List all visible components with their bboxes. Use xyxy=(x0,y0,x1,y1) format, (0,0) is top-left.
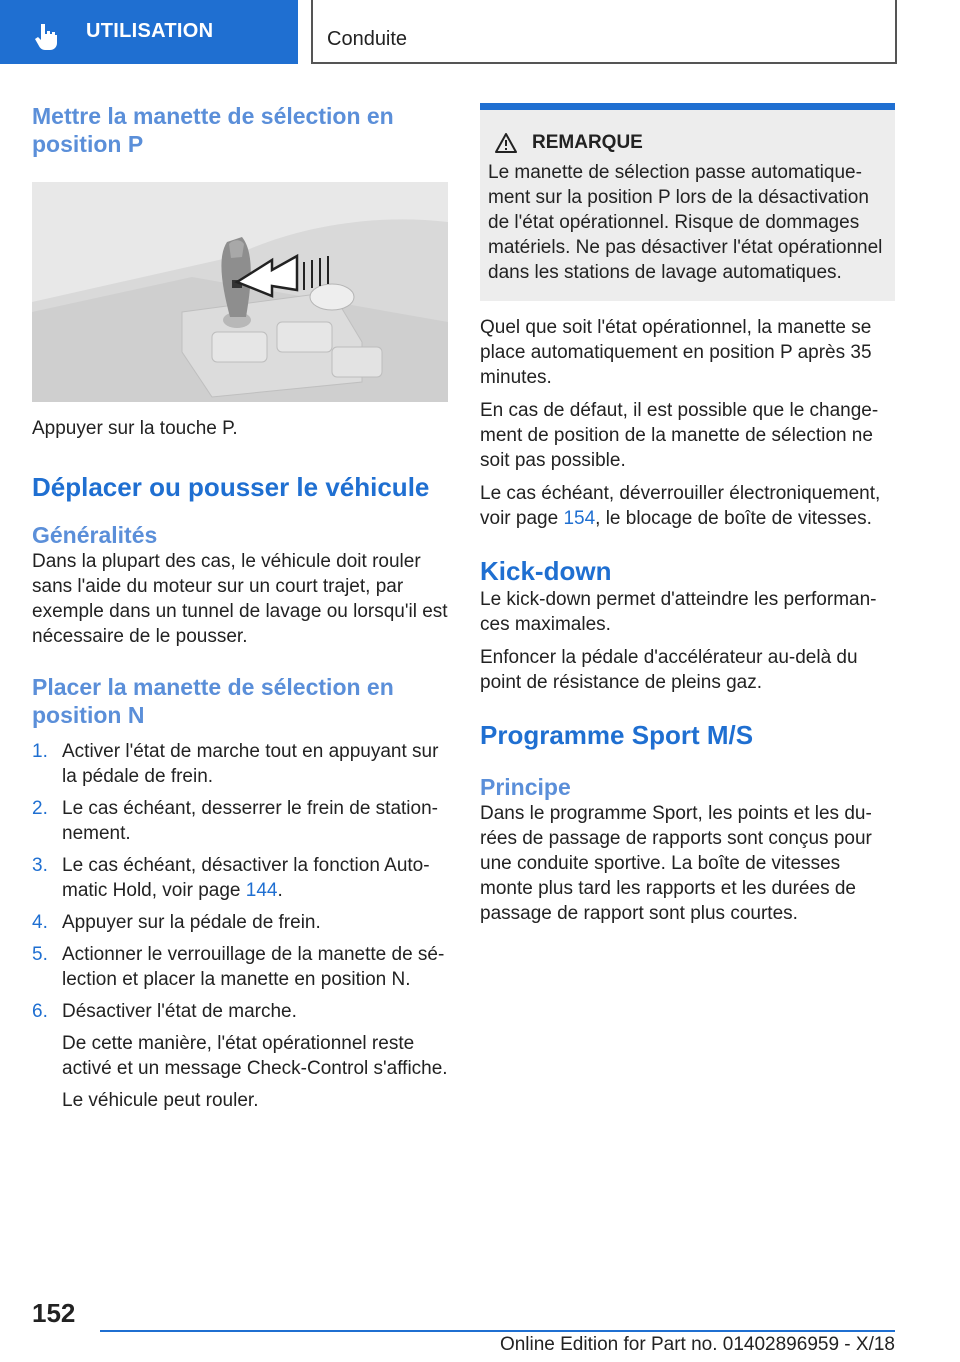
fault-text: En cas de défaut, il est possible que le changement de position de la manette de sélection ne soit pas possible. xyxy=(480,400,879,471)
list-item xyxy=(32,739,448,789)
warning-icon xyxy=(494,132,518,154)
step-text: Appuyer sur la pédale de frein. xyxy=(62,912,321,933)
step-number: 6. xyxy=(32,1001,48,1022)
page-link-154[interactable]: 154 xyxy=(563,508,596,529)
left-column xyxy=(32,100,448,1113)
step-number: 4. xyxy=(32,912,48,933)
list-item xyxy=(32,910,448,935)
general-text: Dans la plupart des cas, le véhicule doit rouler sans l'aide du moteur sur un court trajet, par exemple dans un tunnel de lavage ou lorsqu'il est nécessaire de le pousser. xyxy=(32,551,448,647)
step-text: Actionner le verrouillage de la manette de sélection et placer la manette en position N. xyxy=(62,944,445,990)
auto-p-text: Quel que soit l'état opérationnel, la manette se place automatiquement en position P après 35 minutes. xyxy=(480,317,872,388)
step-number: 1. xyxy=(32,741,48,762)
notice-box xyxy=(480,103,895,301)
heading-position-n: Placer la manette de sélection en position N xyxy=(32,674,394,728)
notice-text: Le manette de sélection passe automatiquement sur la position P lors de la désactivation de l'état opérationnel. Risque de dommages matériels. Ne pas désactiver l'état opérationnel dans les stations de lavage automatiques. xyxy=(488,162,883,283)
chapter-title: Conduite xyxy=(327,28,408,50)
unlock-text xyxy=(480,481,895,531)
principle-text: Dans le programme Sport, les points et les durées de passage de rapports sont conçus pour une conduite sportive. La boîte de vitesses monte plus tard les rapports et les durées de passage de rapport sont plus courtes. xyxy=(480,803,872,924)
heading-move-to-p: Mettre la manette de sélection en position P xyxy=(32,103,394,157)
heading-general: Généralités xyxy=(32,522,158,548)
kickdown-text-1: Le kick-down permet d'atteindre les performances maximales. xyxy=(480,589,877,635)
list-item xyxy=(32,796,448,846)
heading-sport-program: Programme Sport M/S xyxy=(480,720,754,750)
section-title: UTILISATION xyxy=(86,20,214,42)
step-text-end: . xyxy=(277,880,283,901)
heading-move-vehicle: Déplacer ou pousser le véhicule xyxy=(32,472,430,502)
unlock-text-start: Le cas échéant, déverrouiller électroniquement, voir page xyxy=(480,483,881,529)
notice-title: REMARQUE xyxy=(532,132,643,153)
heading-principle: Principe xyxy=(480,774,571,800)
step-text: Désactiver l'état de marche. xyxy=(62,1001,297,1022)
step-number: 3. xyxy=(32,855,48,876)
header-section-tab xyxy=(0,0,298,64)
step6-result: Le véhicule peut rouler. xyxy=(62,1090,259,1111)
page-number: 152 xyxy=(32,1298,76,1328)
list-item xyxy=(32,942,448,992)
heading-kickdown: Kick-down xyxy=(480,556,612,586)
chapter-box xyxy=(311,0,897,64)
unlock-text-end: , le blocage de boîte de vitesses. xyxy=(595,508,872,529)
footer-divider xyxy=(100,1330,895,1332)
page-link-144[interactable]: 144 xyxy=(245,880,278,901)
notice-heading xyxy=(488,132,887,154)
step-number: 5. xyxy=(32,944,48,965)
list-item xyxy=(32,853,448,903)
step6-note: De cette manière, l'état opérationnel reste activé et un message Check-Control s'affiche. xyxy=(62,1033,448,1079)
step-number: 2. xyxy=(32,798,48,819)
steps-list xyxy=(32,739,448,1113)
edition-footer: Online Edition for Part no. 01402896959 - X/18 xyxy=(499,1334,895,1355)
gear-selector-photo xyxy=(32,182,448,402)
step-text: Le cas échéant, désactiver la fonction Automatic Hold, voir page xyxy=(62,855,430,901)
kickdown-text-2: Enfoncer la pédale d'accélérateur au-delà du point de résistance de pleins gaz. xyxy=(480,647,858,693)
right-column xyxy=(480,103,895,926)
hand-pointer-icon xyxy=(32,22,62,52)
step-text: Le cas échéant, desserrer le frein de stationnement. xyxy=(62,798,438,844)
step-text: Activer l'état de marche tout en appuyant sur la pédale de frein. xyxy=(62,741,439,787)
photo-caption: Appuyer sur la touche P. xyxy=(32,418,238,439)
list-item xyxy=(32,999,448,1113)
